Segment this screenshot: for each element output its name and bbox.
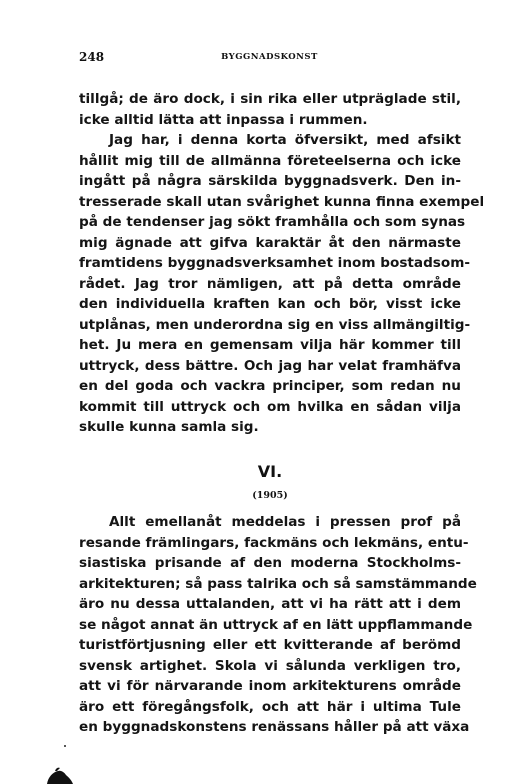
text-line: framtidens byggnadsverksamhet inom bostadsom- [79,255,471,271]
text-line: Allt emellanåt meddelas i pressen prof på [109,514,461,530]
ink-blot [44,763,74,784]
text-line: utplånas, men underordna sig en viss allmängiltig- [79,316,471,333]
text-line: arkitekturen; så pass talrika och så samstämmande [79,575,477,592]
text-line: rådet. Jag tror nämligen, att på detta område [79,275,461,292]
text-line: hållit mig till de allmänna företeelserna och icke [79,152,461,169]
text-line: på de tendenser jag sökt framhålla och som synas [79,214,466,230]
text-line: äro ett föregångsfolk, och att här i ultima Tule [79,698,461,715]
text-line: siastiska prisande af den moderna Stockholms- [79,555,461,571]
text-line: Jag har, i denna korta öfversikt, med afsikt [109,132,461,148]
text-line: äro nu dessa uttalanden, att vi ha rätt att i dem [79,596,461,612]
section-year: (1905) [252,490,288,501]
text-line: het. Ju mera en gemensam vilja här kommer till [79,337,461,353]
text-line: mig ägnade att gifva karaktär åt den närmaste [79,234,461,251]
text-line: svensk artighet. Skola vi sålunda verkligen tro, [79,657,461,674]
text-line: en del goda och vackra principer, som redan nu [79,378,461,394]
text-line: resande främlingars, fackmäns och lekmäns, entu- [79,534,469,551]
text-line: turistförtjusning eller ett kvitterande af berömd [79,637,461,653]
text-line: den individuella kraften kan och bör, visst icke [79,296,461,312]
text-line: en byggnadskonstens renässans håller på att växa [79,719,470,735]
text-line: ingått på några särskilda byggnadsverk. Den in- [79,173,461,189]
text-line: tillgå; de äro dock, i sin rika eller utpräglade stil, [79,91,461,107]
text-line: skulle kunna samla sig. [79,419,259,435]
paragraph [79,89,461,130]
text-line: uttryck, dess bättre. Och jag har velat framhäfva [79,357,461,374]
text-line: icke alltid lätta att inpassa i rummen. [79,111,368,128]
section-6-text [79,512,477,738]
section-5-text [79,89,485,438]
ink-speck [64,745,66,747]
text-line: se något annat än uttryck af en lätt uppflammande [79,616,473,633]
text-line: att vi för närvarande inom arkitekturens område [79,678,461,694]
page-number: 248 [79,50,105,64]
text-line: tresserade skall utan svårighet kunna finna exempel [79,193,485,210]
paragraph [79,512,477,738]
section-heading: VI. [257,462,283,481]
text-line: kommit till uttryck och om hvilka en sådan vilja [79,398,461,415]
page-header [79,50,460,66]
running-head: BYGGNADSKONST [221,52,318,62]
paragraph [79,130,485,438]
